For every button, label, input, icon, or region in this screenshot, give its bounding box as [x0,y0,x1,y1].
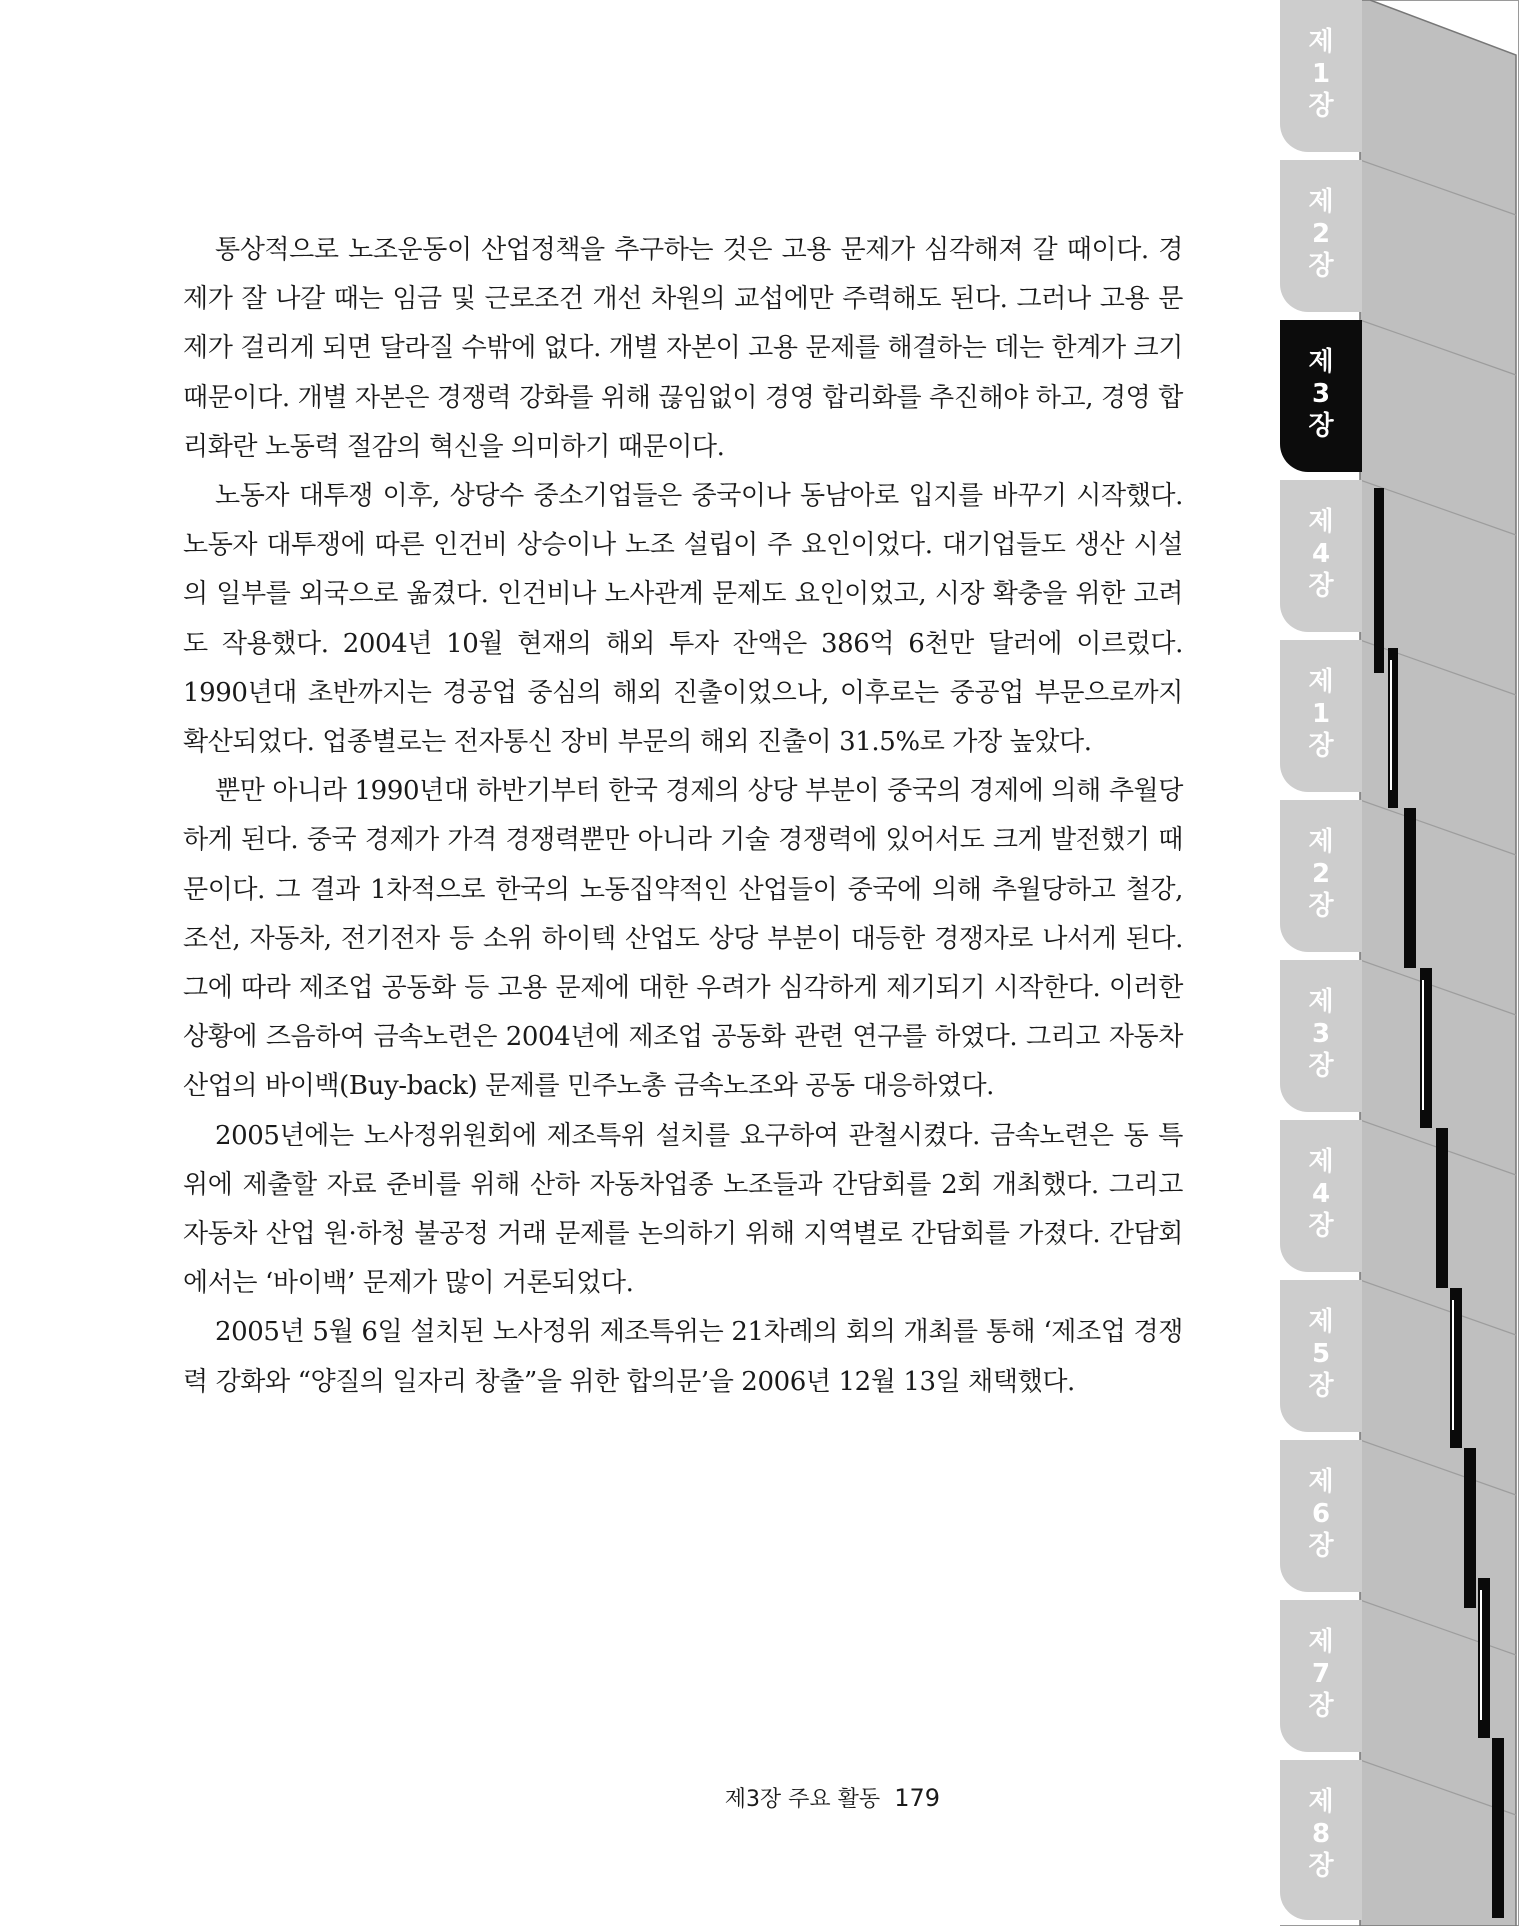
tab-chapter-3b[interactable]: 제 3 장 [1280,960,1362,1112]
page-number: 179 [894,1784,940,1812]
tab-chapter-4b[interactable]: 제 4 장 [1280,1120,1362,1272]
tab-chapter-2a[interactable]: 제 2 장 [1280,160,1362,312]
tab-chapter-4a[interactable]: 제 4 장 [1280,480,1362,632]
book-side [1360,0,1516,1926]
tab-chapter-8[interactable]: 제 8 장 [1280,1760,1362,1920]
paragraph-1: 통상적으로 노조운동이 산업정책을 추구하는 것은 고용 문제가 심각해져 갈 때이다. 경제가 잘 나갈 때는 임금 및 근로조건 개선 차원의 교섭에만 주력해도 된다. 그러나 고용 문제가 걸리게 되면 달라질 수밖에 없다. 개별 자본이 고용 문제를 해결하는 데는 한계가 크기 때문이다. 개별 자본은 경쟁력 강화를 위해 끊임없이 경영 합리화를 추진해야 하고, 경영 합리화란 노동력 절감의 혁신을 의미하기 때문이다. [183,235,1183,462]
paragraph-5: 2005년 5월 6일 설치된 노사정위 제조특위는 21차례의 회의 개최를 통해 ‘제조업 경쟁력 강화와 “양질의 일자리 창출”을 위한 합의문’을 2006년 12월 13일 채택했다. [183,1317,1183,1397]
paragraph-2: 노동자 대투쟁 이후, 상당수 중소기업들은 중국이나 동남아로 입지를 바꾸기 시작했다. 노동자 대투쟁에 따른 인건비 상승이나 노조 설립이 주 요인이었다. 대기업들도 생산 시설의 일부를 외국으로 옮겼다. 인건비나 노사관계 문제도 요인이었고, 시장 확충을 위한 고려도 작용했다. 2004년 10월 현재의 해외 투자 잔액은 386억 6천만 달러에 이르렀다. 1990년대 초반까지는 경공업 중심의 해외 진출이었으나, 이후로는 중공업 부문으로까지 확산되었다. 업종별로는 전자통신 장비 부문의 해외 진출이 31.5%로 가장 높았다. [183,481,1183,758]
tab-chapter-1a[interactable]: 제 1 장 [1280,0,1362,152]
tab-chapter-3a-active[interactable]: 제 3 장 [1280,320,1362,472]
tab-chapter-7[interactable]: 제 7 장 [1280,1600,1362,1752]
tab-chapter-1b[interactable]: 제 1 장 [1280,640,1362,792]
body-text [183,226,1183,1407]
page-footer [725,1782,940,1813]
tab-chapter-5[interactable]: 제 5 장 [1280,1280,1362,1432]
footer-chapter-label: 제3장 주요 활동 [724,1787,881,1812]
paragraph-3: 뿐만 아니라 1990년대 하반기부터 한국 경제의 상당 부분이 중국의 경제에 의해 추월당하게 된다. 중국 경제가 가격 경쟁력뿐만 아니라 기술 경쟁력에 있어서도 크게 발전했기 때문이다. 그 결과 1차적으로 한국의 노동집약적인 산업들이 중국에 의해 추월당하고 철강, 조선, 자동차, 전기전자 등 소위 하이텍 산업도 상당 부분이 대등한 경쟁자로 나서게 된다. 그에 따라 제조업 공동화 등 고용 문제에 대한 우려가 심각하게 제기되기 시작한다. 이러한 상황에 즈음하여 금속노련은 2004년에 제조업 공동화 관련 연구를 하였다. 그리고 자동차 산업의 바이백(Buy-back) 문제를 민주노총 금속노조와 공동 대응하였다. [183,776,1183,1102]
tab-chapter-2b[interactable]: 제 2 장 [1280,800,1362,952]
paragraph-4: 2005년에는 노사정위원회에 제조특위 설치를 요구하여 관철시켰다. 금속노련은 동 특위에 제출할 자료 준비를 위해 산하 자동차업종 노조들과 간담회를 2회 개최했다. 그리고 자동차 산업 원·하청 불공정 거래 문제를 논의하기 위해 지역별로 간담회를 가졌다. 간담회에서는 ‘바이백’ 문제가 많이 거론되었다. [183,1120,1183,1299]
tab-chapter-6[interactable]: 제 6 장 [1280,1440,1362,1592]
